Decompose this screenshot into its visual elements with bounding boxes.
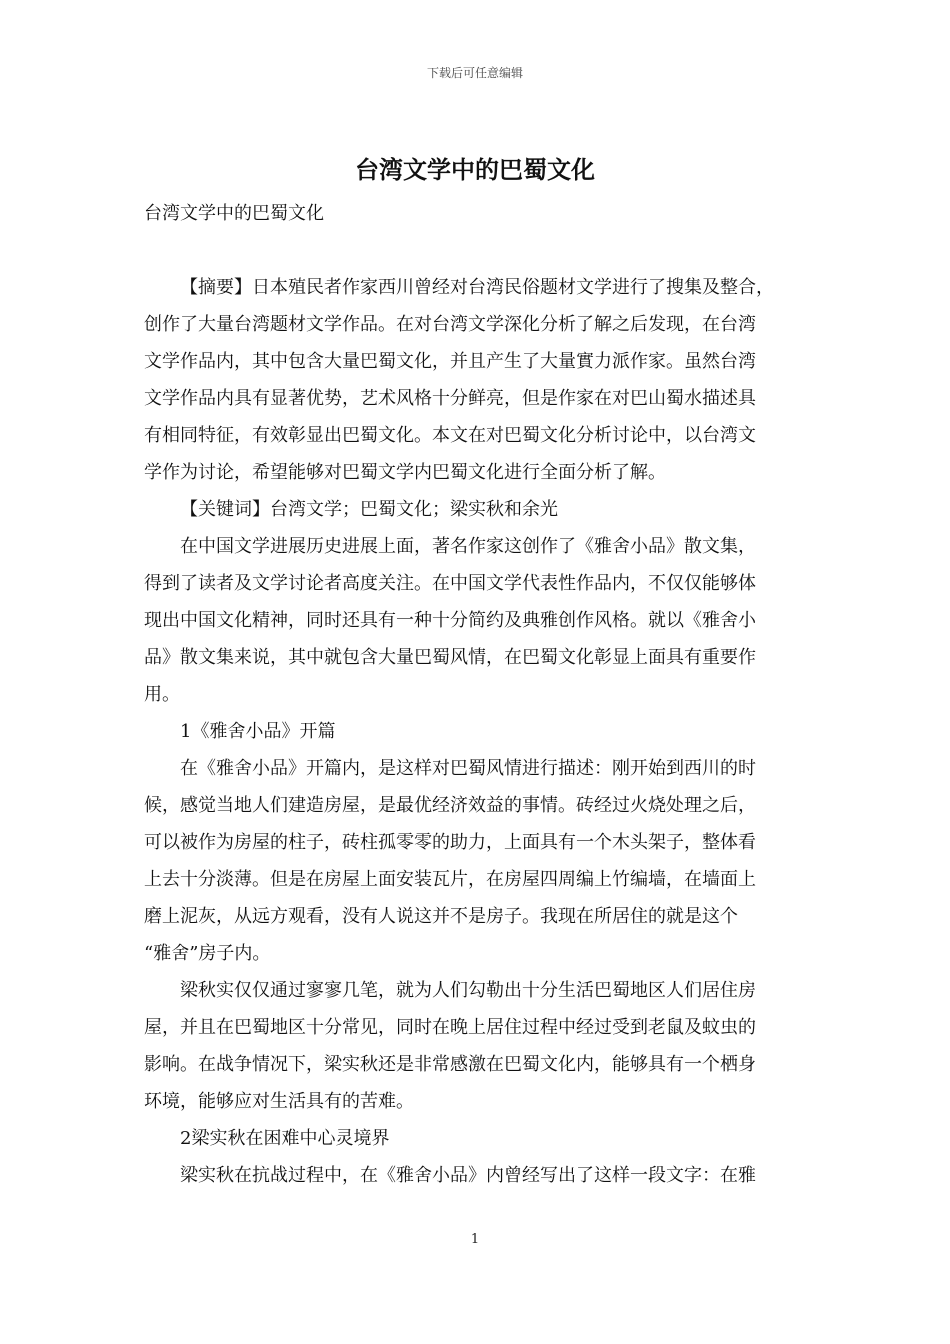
abstract-line: 有相同特征，有效彰显出巴蜀文化。本文在对巴蜀文化分析讨论中，以台湾文 [144, 425, 756, 446]
section-1-heading: 1《雅舍小品》开篇 [180, 721, 336, 742]
section-1-paragraph [144, 750, 810, 972]
section-2-line: 梁实秋在抗战过程中，在《雅舍小品》内曾经写出了这样一段文字：在雅 [180, 1165, 756, 1186]
intro-line: 得到了读者及文学讨论者高度关注。在中国文学代表性作品内，不仅仅能够体 [144, 573, 756, 594]
document-title: 台湾文学中的巴蜀文化 [355, 155, 595, 184]
document-body [144, 196, 810, 1194]
keywords-line: 【关键词】台湾文学；巴蜀文化；梁实秋和余光 [180, 499, 558, 520]
page-number: 1 [470, 1232, 480, 1247]
intro-line: 在中国文学进展历史进展上面，著名作家这创作了《雅舍小品》散文集， [180, 536, 756, 557]
section-1b-paragraph [144, 972, 810, 1120]
section-2-paragraph [144, 1157, 810, 1194]
abstract-line: 文学作品内具有显著优势，艺术风格十分鲜亮，但是作家在对巴山蜀水描述具 [144, 388, 756, 409]
section-1b-line: 环境，能够应对生活具有的苦难。 [144, 1091, 414, 1112]
abstract-line: 文学作品内，其中包含大量巴蜀文化，并且产生了大量實力派作家。虽然台湾 [144, 351, 756, 372]
section-1b-line: 影响。在战争情况下，梁实秋还是非常感激在巴蜀文化内，能够具有一个栖身 [144, 1054, 756, 1075]
section-1-line: 候，感觉当地人们建造房屋，是最优经济效益的事情。砖经过火烧处理之后， [144, 795, 756, 816]
section-1-line: “雅舍”房子内。 [144, 943, 271, 964]
section-1-line: 上去十分淡薄。但是在房屋上面安装瓦片，在房屋四周编上竹编墙，在墙面上 [144, 869, 756, 890]
section-1b-line: 梁秋实仅仅通过寥寥几笔，就为人们勾勒出十分生活巴蜀地区人们居住房 [180, 980, 756, 1001]
abstract-line: 创作了大量台湾题材文学作品。在对台湾文学深化分析了解之后发现，在台湾 [144, 314, 756, 335]
section-2-heading: 2梁实秋在困难中心灵境界 [180, 1128, 390, 1149]
blank-line [144, 232, 810, 269]
section-1-line: 在《雅舍小品》开篇内，是这样对巴蜀风情进行描述：刚开始到西川的时 [180, 758, 756, 779]
intro-line: 现出中国文化精神，同时还具有一种十分简约及典雅创作风格。就以《雅舍小 [144, 610, 756, 631]
intro-line: 用。 [144, 684, 180, 705]
abstract-paragraph [144, 269, 810, 491]
keywords-paragraph [144, 491, 810, 528]
abstract-line: 【摘要】日本殖民者作家西川曾经对台湾民俗题材文学进行了搜集及整合， [180, 277, 774, 298]
intro-paragraph [144, 528, 810, 713]
abstract-line: 学作为讨论，希望能够对巴蜀文学内巴蜀文化进行全面分析了解。 [144, 462, 666, 483]
section-1-line: 可以被作为房屋的柱子，砖柱孤零零的助力，上面具有一个木头架子，整体看 [144, 832, 756, 853]
section-1-line: 磨上泥灰，从远方观看，没有人说这并不是房子。我现在所居住的就是这个 [144, 906, 738, 927]
document-subtitle: 台湾文学中的巴蜀文化 [144, 203, 324, 224]
intro-line: 品》散文集来说，其中就包含大量巴蜀风情，在巴蜀文化彰显上面具有重要作 [144, 647, 756, 668]
page-header-note: 下载后可任意编辑 [426, 66, 523, 80]
section-1b-line: 屋，并且在巴蜀地区十分常见，同时在晚上居住过程中经过受到老鼠及蚊虫的 [144, 1017, 756, 1038]
